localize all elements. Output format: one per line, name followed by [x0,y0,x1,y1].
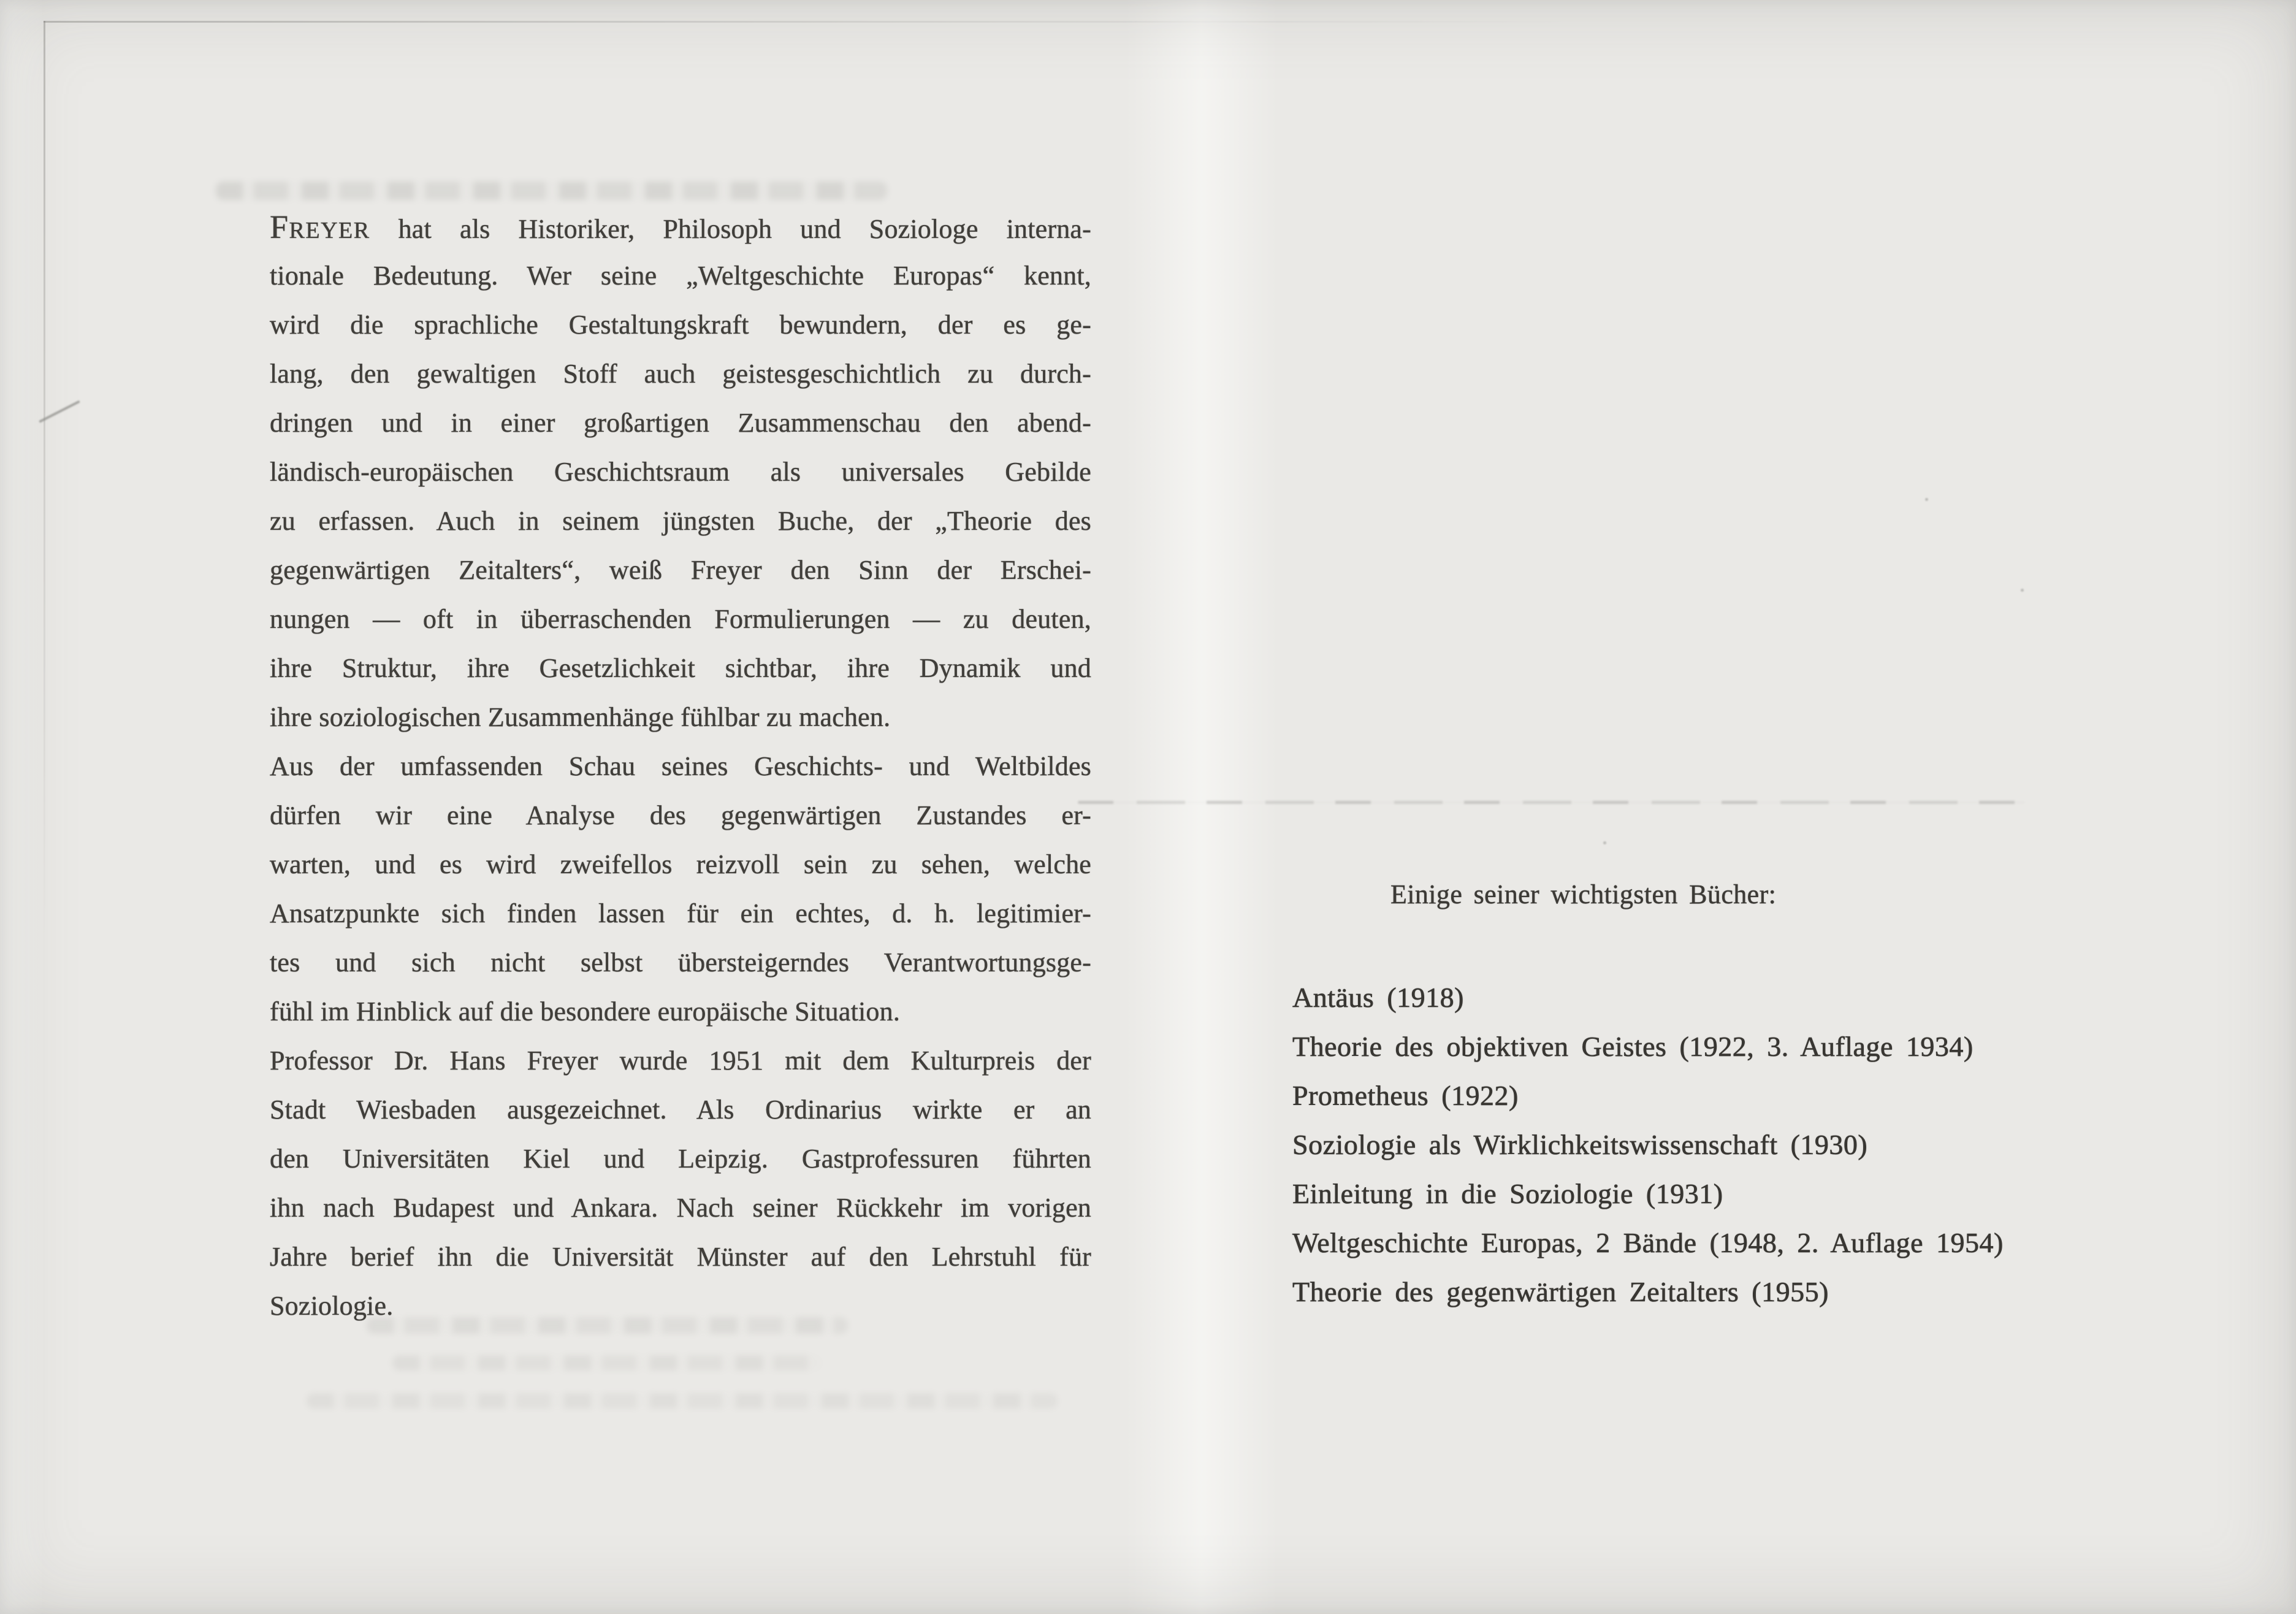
book-item: Weltgeschichte Europas, 2 Bände (1948, 2. Auflage 1954) [1292,1227,2004,1258]
paper-speck [2021,589,2024,592]
text-line: ihre soziologischen Zusammenhänge fühlbar zu machen. [270,702,891,732]
text-line: Aus der umfassenden Schau seines Geschichts- und Weltbildes [270,751,1091,781]
ghost-showthrough-bottom-line-3 [307,1393,1058,1409]
text-line: ihre Struktur, ihre Gesetzlichkeit sichtbar, ihre Dynamik und [270,653,1091,683]
book-item: Einleitung in die Soziologie (1931) [1292,1178,1723,1209]
intro-text-block [270,202,1091,1331]
books-list [1292,973,2120,1317]
ghost-showthrough-top-line [216,182,887,200]
book-item: Antäus (1918) [1292,982,1464,1013]
paper-speck [1603,841,1606,844]
text-line: dürfen wir eine Analyse des gegenwärtigen Zustandes er- [270,800,1091,830]
freyer-small-caps: Freyer [270,208,370,245]
sheet-edge-strip [0,0,44,1614]
text-line: Soziologie. [270,1291,394,1321]
ghost-showthrough-middle-rule [1078,801,2025,804]
book-item: Soziologie als Wirklichkeitswissenschaft (1930) [1292,1129,1868,1160]
text-line: ländisch-europäischen Geschichtsraum als universales Gebilde [270,457,1091,487]
text-line: tes und sich nicht selbst übersteigerndes Verantwortungsge- [270,947,1091,977]
sheet-edge-vertical-line [44,21,45,941]
paper-speck [1925,498,1928,501]
text-line: Jahre berief ihn die Universität Münster auf den Lehrstuhl für [270,1242,1091,1272]
text-line: dringen und in einer großartigen Zusammenschau den abend- [270,408,1091,438]
books-heading: Einige seiner wichtigsten Bücher: [1390,879,1777,909]
text-line: zu erfassen. Auch in seinem jüngsten Buche, der „Theorie des [270,506,1091,536]
text-line-rest: hat als Historiker, Philosoph und Soziologe interna- [370,214,1091,244]
text-line: tionale Bedeutung. Wer seine „Weltgeschichte Europas“ kennt, [270,261,1091,291]
text-line [270,202,1091,251]
text-line: warten, und es wird zweifellos reizvoll sein zu sehen, welche [270,849,1091,879]
book-item: Prometheus (1922) [1292,1080,1519,1111]
text-line: den Universitäten Kiel und Leipzig. Gastprofessuren führten [270,1144,1091,1174]
text-line: lang, den gewaltigen Stoff auch geistesgeschichtlich zu durch- [270,359,1091,389]
book-item: Theorie des gegenwärtigen Zeitalters (1955) [1292,1276,1829,1307]
text-line: Stadt Wiesbaden ausgezeichnet. Als Ordinarius wirkte er an [270,1095,1091,1125]
text-line: wird die sprachliche Gestaltungskraft bewundern, der es ge- [270,310,1091,340]
book-item: Theorie des objektiven Geistes (1922, 3. Auflage 1934) [1292,1031,1974,1062]
center-fold-highlight [1125,0,1278,1614]
text-line: gegenwärtigen Zeitalters“, weiß Freyer den Sinn der Erschei- [270,555,1091,585]
ghost-showthrough-bottom-line-2 [392,1355,822,1371]
text-line: ihn nach Budapest und Ankara. Nach seiner Rückkehr im vorigen [270,1193,1091,1223]
sheet-edge-horizontal-line [44,21,1576,23]
text-line: Ansatzpunkte sich finden lassen für ein echtes, d. h. legitimier- [270,898,1091,928]
text-line: Professor Dr. Hans Freyer wurde 1951 mit dem Kulturpreis der [270,1046,1091,1076]
text-line: nungen — oft in überraschenden Formulierungen — zu deuten, [270,604,1091,634]
text-line: fühl im Hinblick auf die besondere europäische Situation. [270,996,901,1027]
